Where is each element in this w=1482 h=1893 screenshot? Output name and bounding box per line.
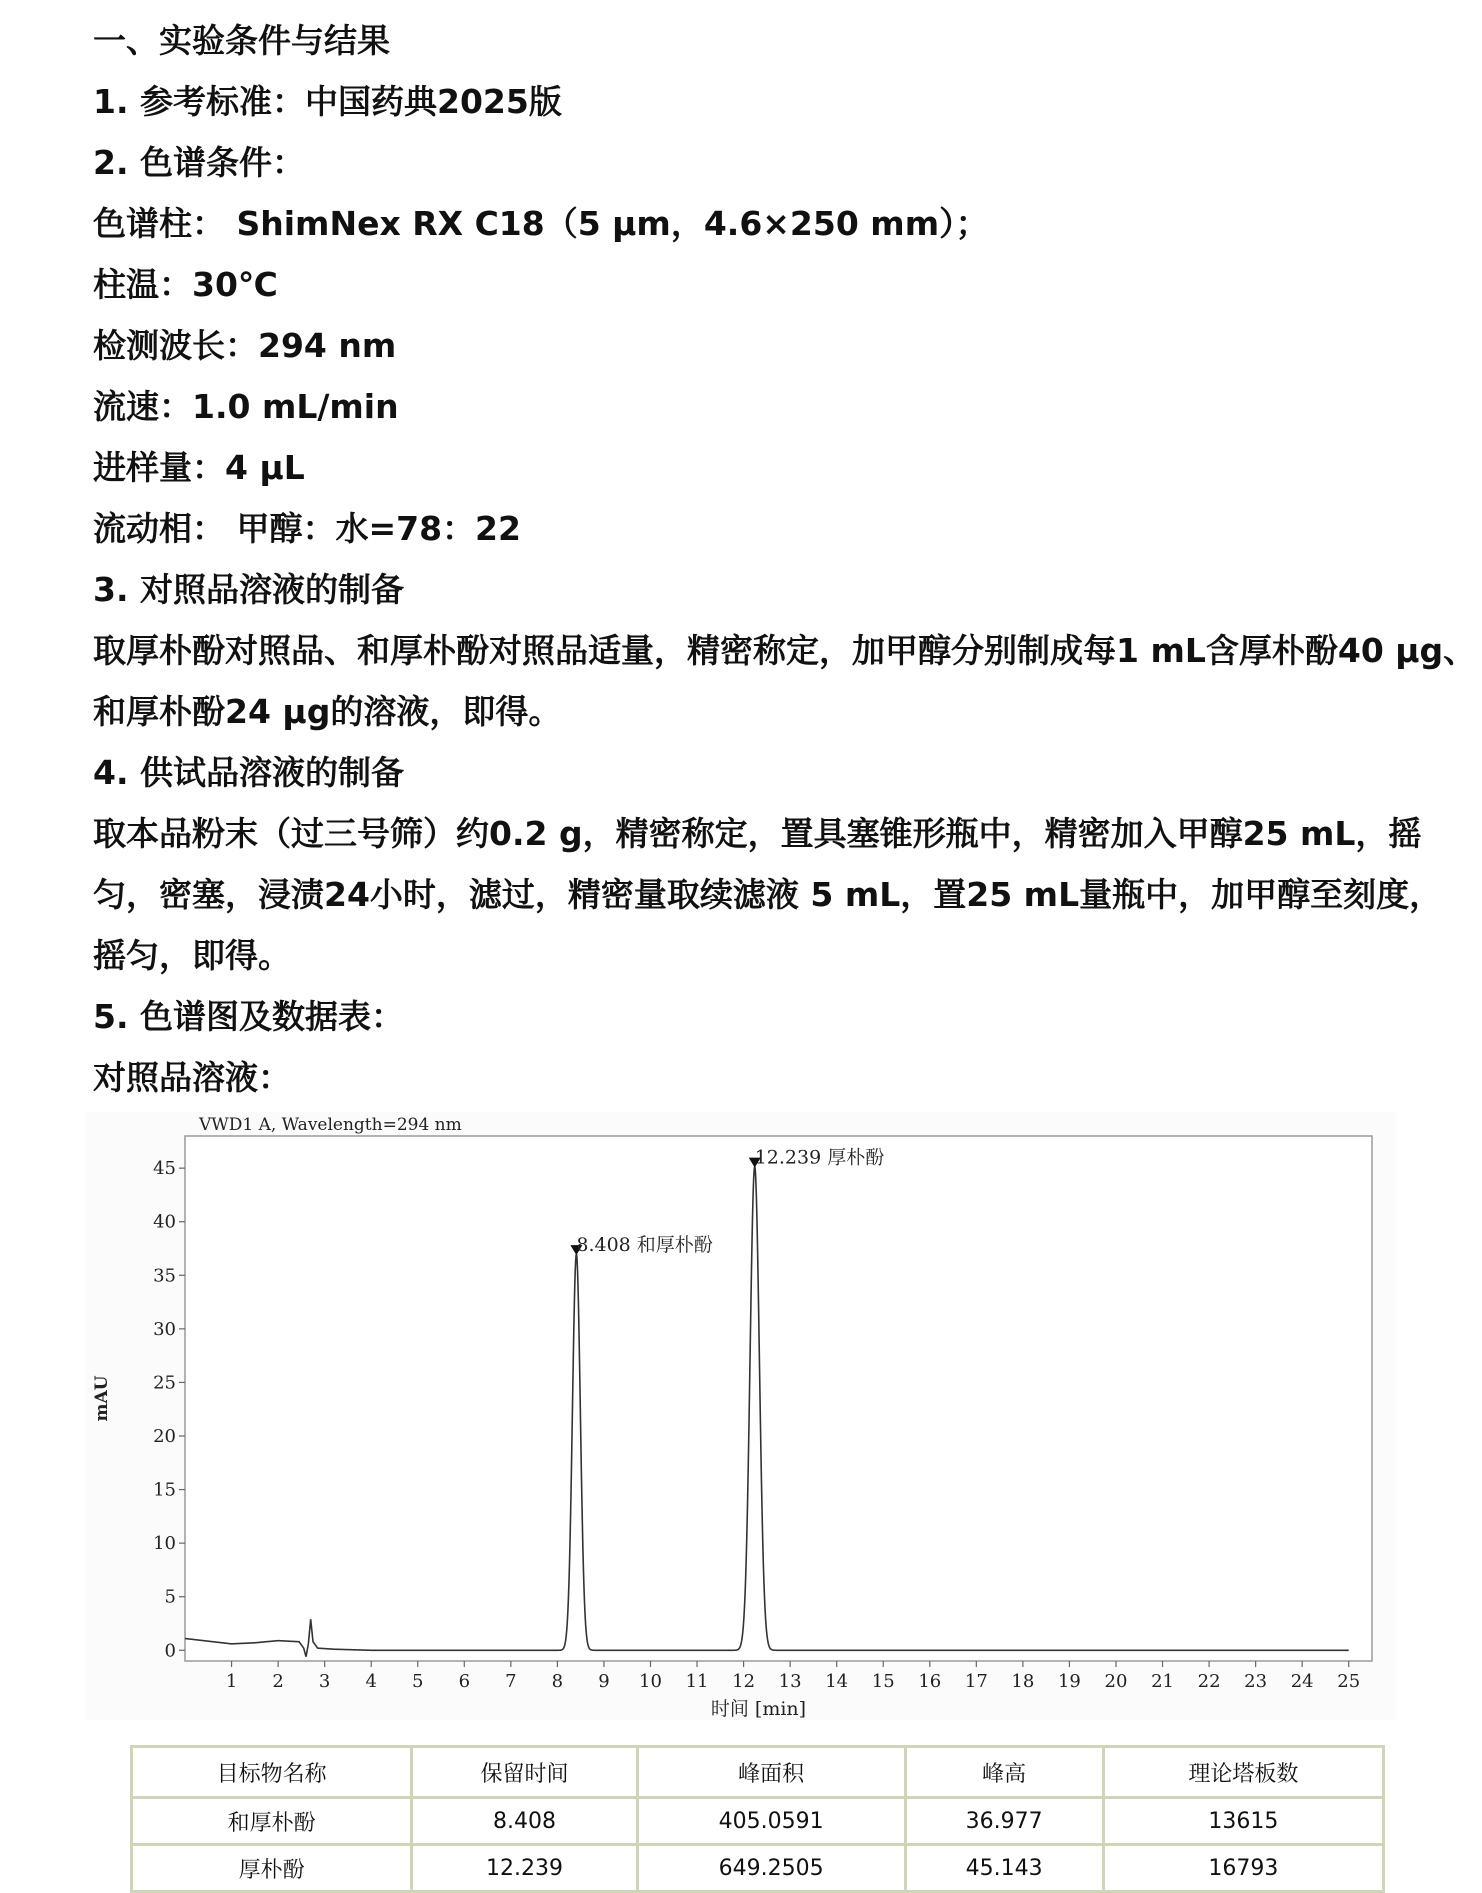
cell-peak-area: 649.2505 (637, 1845, 905, 1892)
x-tick-label: 4 (365, 1671, 377, 1692)
x-tick-label: 6 (458, 1671, 471, 1692)
x-tick-label: 23 (1244, 1671, 1268, 1692)
y-tick-label: 20 (153, 1426, 176, 1447)
header-compound: 目标物名称 (132, 1747, 412, 1798)
cell-compound: 厚朴酚 (132, 1845, 412, 1892)
x-tick-label: 1 (225, 1671, 238, 1692)
header-plate-count: 理论塔板数 (1103, 1747, 1383, 1798)
peak-label: 8.408 和厚朴酚 (576, 1234, 713, 1257)
test-solution-heading: 4. 供试品溶液的制备 (93, 753, 404, 792)
x-tick-label: 18 (1011, 1671, 1035, 1692)
injection-volume: 进样量：4 μL (93, 448, 305, 487)
x-tick-label: 3 (318, 1671, 331, 1692)
x-tick-label: 8 (551, 1671, 564, 1692)
header-retention-time: 保留时间 (412, 1747, 638, 1798)
x-tick-label: 25 (1337, 1671, 1361, 1692)
x-tick-label: 14 (825, 1671, 849, 1692)
x-tick-label: 20 (1104, 1671, 1128, 1692)
mobile-phase: 流动相： 甲醇：水=78：22 (93, 509, 521, 548)
detection-wavelength: 检测波长：294 nm (93, 326, 397, 365)
y-tick-label: 0 (164, 1640, 176, 1662)
chromatogram-heading: 5. 色谱图及数据表： (93, 997, 404, 1036)
chromatographic-conditions-heading: 2. 色谱条件： (93, 143, 305, 182)
document-body (93, 10, 1477, 1108)
x-tick-label: 13 (778, 1671, 802, 1692)
reference-solution-text-2: 和厚朴酚24 μg的溶液，即得。 (93, 692, 562, 731)
header-peak-height: 峰高 (905, 1747, 1103, 1798)
reference-solution-heading: 3. 对照品溶液的制备 (93, 570, 404, 609)
y-tick-label: 25 (153, 1372, 176, 1394)
cell-retention-time: 8.408 (412, 1798, 638, 1845)
y-tick-label: 35 (153, 1265, 176, 1287)
x-tick-label: 10 (639, 1671, 662, 1692)
y-tick-label: 5 (164, 1586, 176, 1608)
y-tick-label: 30 (153, 1318, 176, 1340)
y-tick-label: 15 (153, 1479, 176, 1501)
cell-retention-time: 12.239 (412, 1845, 638, 1892)
cell-peak-area: 405.0591 (637, 1798, 905, 1845)
cell-plate-count: 16793 (1103, 1845, 1383, 1892)
y-tick-label: 45 (153, 1158, 176, 1180)
test-solution-text-1: 取本品粉末（过三号筛）约0.2 g，精密称定，置具塞锥形瓶中，精密加入甲醇25 mL，摇 (93, 814, 1422, 853)
x-tick-label: 7 (505, 1671, 517, 1692)
cell-peak-height: 45.143 (905, 1845, 1103, 1892)
test-solution-text-3: 摇匀，即得。 (93, 936, 291, 975)
x-tick-label: 17 (964, 1671, 988, 1692)
chromatogram (85, 1112, 1397, 1720)
x-tick-label: 22 (1197, 1671, 1221, 1692)
x-tick-label: 21 (1151, 1671, 1174, 1692)
peak-label: 12.239 厚朴酚 (754, 1146, 885, 1169)
flow-rate: 流速：1.0 mL/min (93, 387, 399, 426)
header-peak-area: 峰面积 (637, 1747, 905, 1798)
column-info: 色谱柱： ShimNex RX C18（5 μm，4.6×250 mm）； (93, 204, 989, 243)
test-solution-text-2: 匀，密塞，浸渍24小时，滤过，精密量取续滤液 5 mL，置25 mL量瓶中，加甲醇至刻度， (93, 875, 1443, 914)
x-tick-label: 11 (685, 1671, 709, 1692)
reference-solution-label: 对照品溶液： (93, 1058, 291, 1097)
plot-area (185, 1136, 1372, 1661)
y-tick-label: 40 (153, 1211, 176, 1233)
column-temperature: 柱温：30℃ (93, 265, 278, 304)
x-axis-label: 时间 [min] (710, 1698, 807, 1720)
x-tick-label: 12 (732, 1671, 756, 1692)
table-row (132, 1798, 1384, 1845)
cell-plate-count: 13615 (1103, 1798, 1383, 1845)
chart-title: VWD1 A, Wavelength=294 nm (199, 1115, 462, 1135)
y-tick-label: 10 (153, 1533, 176, 1555)
x-tick-label: 24 (1290, 1671, 1314, 1692)
x-tick-label: 15 (871, 1671, 895, 1692)
x-tick-label: 5 (412, 1671, 424, 1692)
x-tick-label: 19 (1057, 1671, 1081, 1692)
x-tick-label: 9 (598, 1671, 610, 1692)
reference-standard: 1. 参考标准：中国药典2025版 (93, 82, 562, 121)
x-tick-label: 2 (272, 1671, 284, 1692)
cell-compound: 和厚朴酚 (132, 1798, 412, 1845)
results-table (130, 1745, 1385, 1893)
x-tick-label: 16 (918, 1671, 942, 1692)
reference-solution-text-1: 取厚朴酚对照品、和厚朴酚对照品适量，精密称定，加甲醇分别制成每1 mL含厚朴酚40 μg、 (93, 631, 1477, 670)
cell-peak-height: 36.977 (905, 1798, 1103, 1845)
table-header-row (132, 1747, 1384, 1798)
section-heading: 一、实验条件与结果 (93, 21, 390, 60)
y-axis-label: mAU (92, 1375, 112, 1422)
table-row (132, 1845, 1384, 1892)
chromatogram-svg (85, 1112, 1397, 1720)
